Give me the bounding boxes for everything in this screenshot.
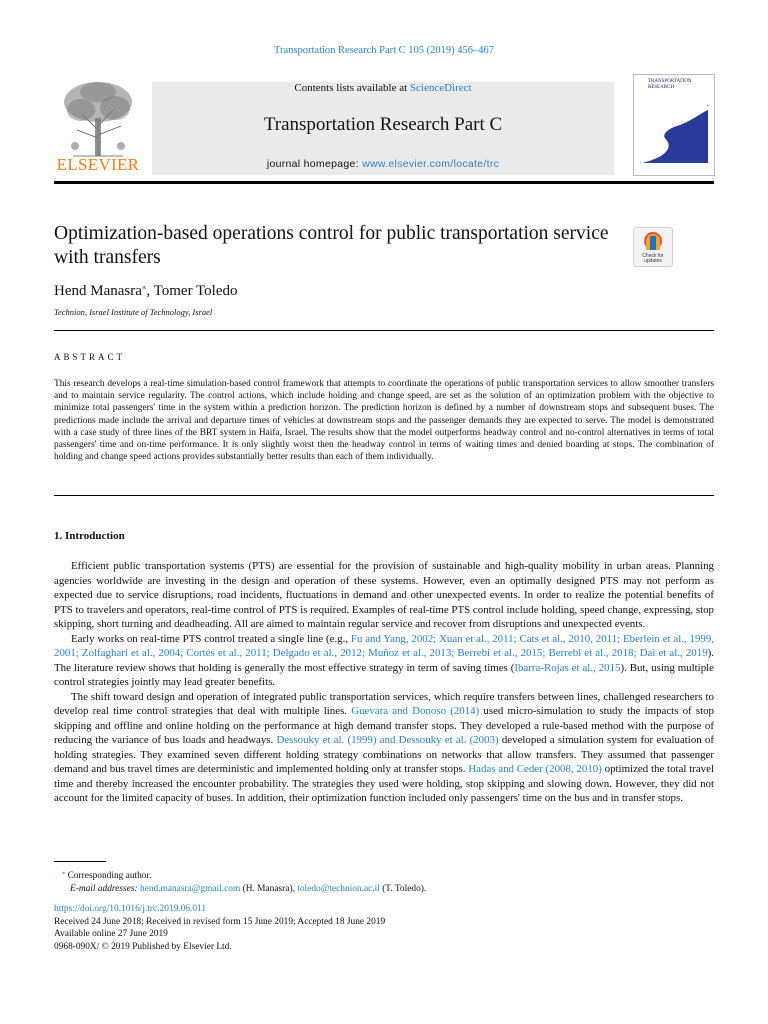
article-meta [54, 903, 385, 953]
contents-prefix: Contents lists available at [294, 82, 410, 94]
footnote-mark: ⁎ [62, 869, 66, 876]
homepage-prefix: journal homepage: [266, 158, 363, 170]
elsevier-tree-icon [53, 80, 143, 158]
cover-title-line1: TRANSPORTATION [648, 79, 692, 84]
citation-link[interactable]: Guevara and Donoso (2014) [351, 705, 480, 717]
paragraph-text: optimized the total travel time and thereby increased the encounter probability. The strategies they used were holding, stop skipping and slowing down. However, they did not account for the limited capacity of buses. In addition, their optimization function included only passengers' time on the bus and in transfer stops. [54, 763, 714, 804]
journal-cover-thumbnail[interactable] [633, 74, 715, 176]
paragraph [54, 690, 714, 806]
paragraph-text: ). But, using multiple control strategies jointly may lead greater benefits. [54, 661, 714, 688]
contents-line [152, 82, 614, 94]
cover-title-line2: RESEARCH [648, 84, 675, 90]
homepage-link[interactable]: www.elsevier.com/locate/trc [362, 158, 500, 170]
citation-link[interactable]: Ibarra-Rojas et al., 2015 [514, 661, 621, 674]
citation-link[interactable]: Fu and Yang, 2002; Xuan et al., 2011; Cats et al., 2010, 2011; Eberlein et al., 1999, 2001; Zolfaghari et al., 2004; Cortés et al., 2011; Delgado et al., 2012; Muñoz et al., 2013; Berrebi et al., 2015; Berrebi et al., 2018; Dai et al., 2019 [54, 632, 715, 659]
badge-label [634, 254, 672, 264]
email-link[interactable]: hend.manasra@gmail.com [139, 884, 241, 895]
elsevier-wordmark: ELSEVIER [56, 155, 140, 174]
section-heading: 1. Introduction [54, 530, 125, 542]
citation-link[interactable]: Dessouky et al. (1999) and Dessouky et al. (2003) [276, 734, 499, 746]
corresponding-author-mark[interactable]: ⁎ [141, 281, 147, 291]
paragraph-text: Early works on real-time PTS control treated a single line (e.g., [71, 632, 351, 645]
footnote-text: Corresponding author. [65, 871, 152, 882]
affiliation: Technion, Israel Institute of Technology, Israel [54, 307, 213, 317]
badge-label-line2: updates [644, 258, 662, 264]
journal-header [152, 82, 614, 175]
footnote-rule [54, 861, 106, 862]
footnotes [54, 866, 426, 896]
check-updates-icon [634, 228, 672, 256]
paper-title: Optimization-based operations control for public transportation service with transfers [54, 223, 609, 268]
journal-homepage [152, 158, 614, 170]
paragraph-text: developed a simulation system for evaluation of holding strategies. They examined seven different holding strategy combinations on networks that allow transfers. They assumed that passenger demand and bus travel times are deterministic and implemented holding only at transfer stops. [54, 734, 714, 775]
journal-name: Transportation Research Part C [263, 114, 503, 135]
cover-road-icon [634, 75, 714, 175]
badge-label-line1: Check for [642, 253, 664, 259]
paragraph: Efficient public transportation systems (PTS) are essential for the provision of sustainable and high-quality mobility in urban areas. Planning agencies worldwide are investing in the design and operation of these systems. However, even an optimally designed PTS may not perform as expected due to service disruptions, road incidents, fluctuations in demand and other unexpected events. In order to realize the potential benefits of PTS to travelers and operators, real-time control of PTS is required. Examples of real-time PTS control include holding, speed change, expressing, stop skipping, short turning and deadheading. All are aimed to maintain regular service and recover from disruptions and unexpected events. [54, 560, 714, 630]
introduction-body [54, 559, 714, 806]
author-name[interactable]: Hend Manasra [54, 283, 142, 299]
abstract-text: This research develops a real-time simulation-based control framework that attempts to coordinate the operations of public transportation services to allow smoother transfers and to maintain service regularity. The control actions, which include holding and change speed, are set as the solution of an optimization problem with the objective to minimize total passengers' time in the system within a prediction horizon. The prediction horizon is defined by a number of downstream stops and subsequent buses. The predictions made include the arrival and departure times of vehicles at downstream stops and the passenger demands they are expected to serve. The model is demonstrated with a case study of three lines of the BRT system in Haifa, Israel. The results show that the model outperforms headway control and no-control alternatives in terms of total passengers' time and on-time performance. It is only slightly worst then the headway control in terms of waiting times and denied boarding at stops. The combination of holding and change speed actions provides substantially better results than each of them individually. [54, 379, 714, 463]
paragraph-text: The shift toward design and operation of integrated public transportation services, which require transfers between lines, challenged researchers to develop real time control strategies that deal with multiple lines. [54, 690, 714, 717]
email-link[interactable]: toledo@technion.ac.il [297, 884, 380, 895]
check-for-updates-badge[interactable] [633, 227, 673, 267]
paragraph [54, 632, 714, 690]
email-owner: (T. Toledo). [379, 884, 427, 895]
abstract-heading: ABSTRACT [54, 352, 126, 362]
sciencedirect-link[interactable]: ScienceDirect [409, 82, 472, 94]
doi-link[interactable]: https://doi.org/10.1016/j.trc.2019.06.011 [54, 904, 207, 914]
available-online: Available online 27 June 2019 [54, 929, 168, 940]
copyright: 0968-090X/ © 2019 Published by Elsevier Ltd. [54, 941, 232, 952]
abstract-bottom-rule [54, 495, 714, 496]
paragraph-text: ). The literature review shows that holding is generally the most effective strategy in term of saving times ( [54, 647, 714, 674]
email-owner: (H. Manasra), [240, 884, 298, 895]
citation-link[interactable]: Hadas and Ceder (2008, 2010) [468, 763, 602, 775]
abstract-top-rule [54, 330, 714, 331]
email-label: E-mail addresses: [70, 884, 140, 895]
author-name[interactable]: Tomer Toledo [153, 283, 238, 299]
journal-citation-link[interactable]: Transportation Research Part C 105 (2019) 456–467 [273, 45, 495, 56]
header-divider [54, 181, 714, 184]
paragraph-text: used micro-simulation to study the impacts of stop skipping and offline and online holding on the performance at high demand transfer stops. They developed a rule-based method with the purpose of reducing the variance of bus loads and headways. [54, 705, 715, 746]
corresponding-footnote [54, 866, 426, 883]
received-dates: Received 24 June 2018; Received in revised form 15 June 2019; Accepted 18 June 2019 [54, 916, 386, 927]
email-footnote [54, 883, 426, 896]
author-separator: , [146, 283, 154, 299]
elsevier-logo [53, 80, 143, 175]
author-list [54, 281, 237, 300]
